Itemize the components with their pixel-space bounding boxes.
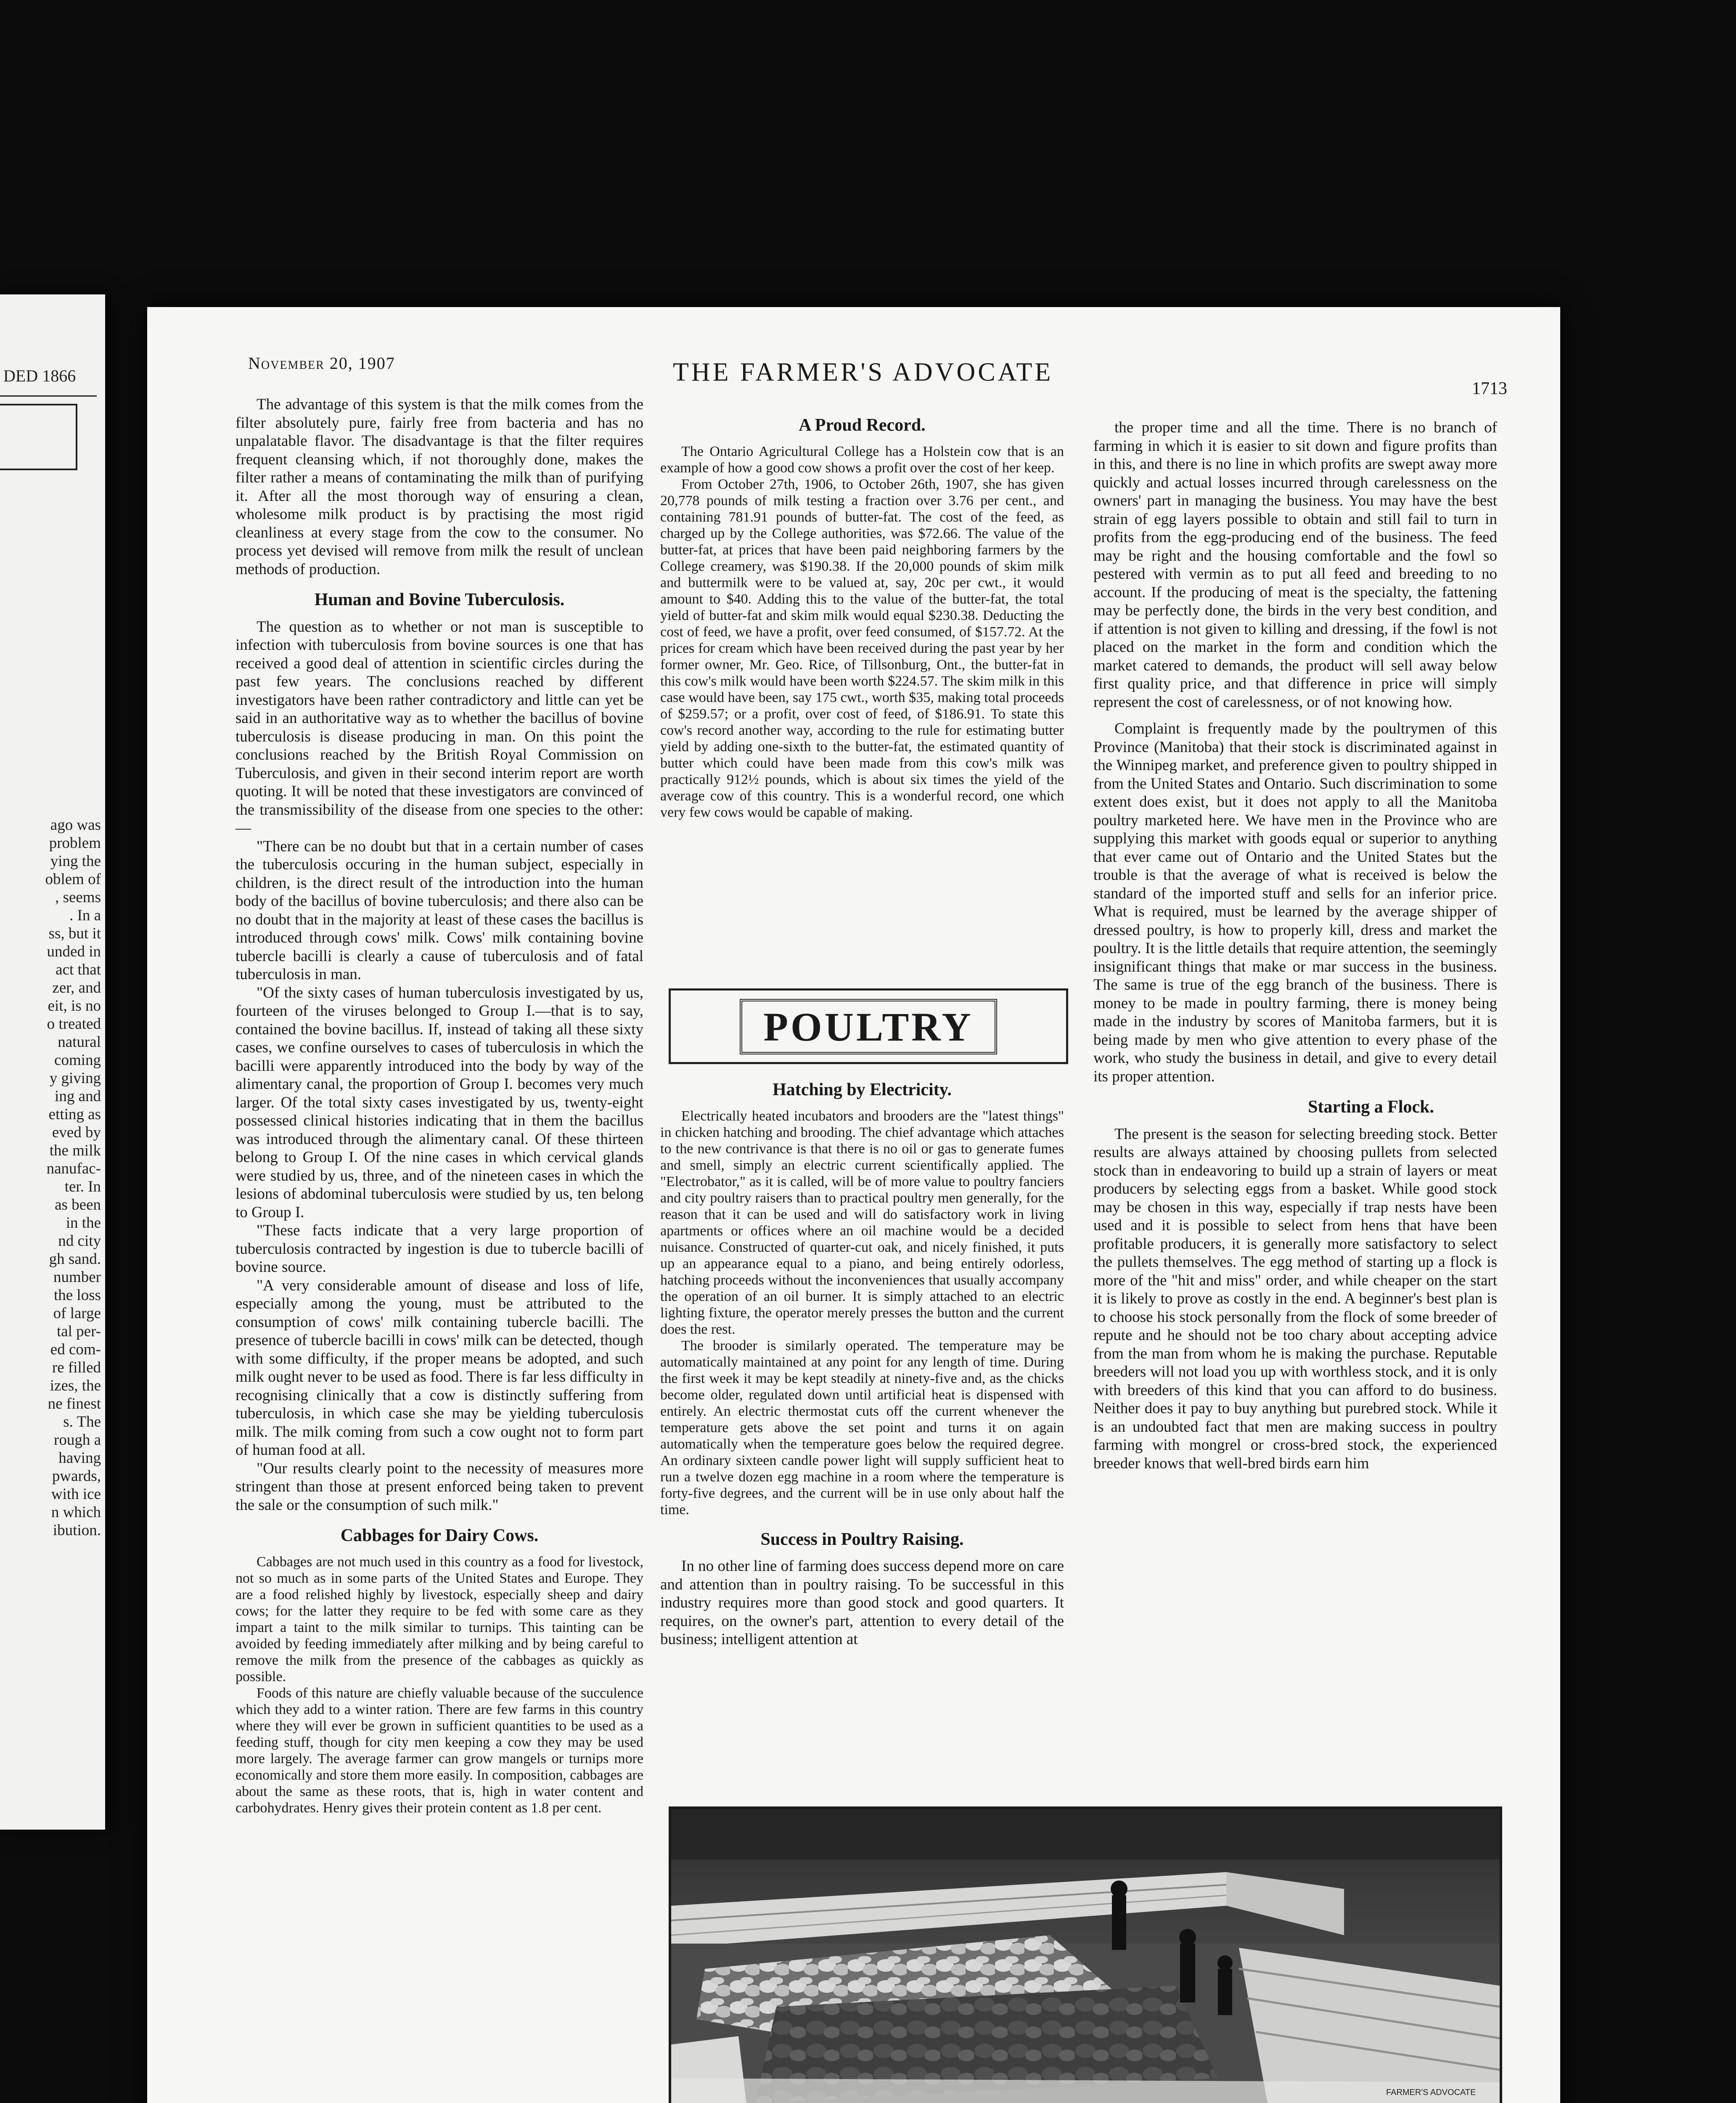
paragraph: "There can be no doubt but that in a certain number of cases the tuberculosis occuring in the human subject, especially in children, is the direct result of the introduction into the human body of the bacillus of bovine tuberculosis; and there also can be no doubt that in the majority at least of these cases the bacillus is introduced through cows' milk. Cows' milk containing bovine tubercle bacilli is clearly a cause of tuberculosis and of fatal tuberculosis in man. <box>236 837 643 983</box>
paragraph: The advantage of this system is that the milk comes from the filter absolutely pure, fairly free from bacteria and has no unpalatable flavor. The disadvantage is that the filter requires frequent cleansing which, if not thoroughly done, makes the filter rather a means of contaminating the milk than of purifying it. After all the most thorough way of ensuring a clean, wholesome milk product is by practising the most rigid cleanliness at every stage from the cow to the consumer. No process yet devised will remove from milk the result of unclean methods of production. <box>236 396 643 578</box>
left-page-line: the milk <box>49 1142 101 1159</box>
heading-success: Success in Poultry Raising. <box>760 1529 964 1549</box>
left-page-line: tal per- <box>56 1323 101 1340</box>
left-page-line: ter. In <box>64 1178 101 1195</box>
paragraph: In no other line of farming does success depend more on care and attention than in poultry raising. To be successful in this industry requires more than good stock and good quarters. It requires, on the owner's part, attention to every detail of the business; intelligent attention at <box>660 1557 1064 1648</box>
paragraph: "Of the sixty cases of human tuberculosis investigated by us, fourteen of the viruses belonged to Group I.—that is to say, contained the bovine bacillus. If, instead of taking all these sixty cases, we confine ourselves to cases of tuberculosis in which the bacilli were apparently introduced into the body by way of the alimentary canal, the proportion of Group I. becomes very much larger. Of the total sixty cases investigated by us, twenty-eight possessed clinical histories indicating that in them the bacillus was introduced through the alimentary canal. Of these thirteen belong to Group I. Of the nine cases in which cervical glands were studied by us, three, and of the nineteen cases in which the lesions of abdominal tuberculosis were studied by us, ten belong to Group I. <box>236 984 643 1221</box>
left-page-text <box>0 816 105 1539</box>
left-page-line: eved by <box>52 1124 101 1141</box>
column-2-lower <box>660 1077 1064 1649</box>
paragraph: Electrically heated incubators and brooders are the "latest things" in chicken hatching and brooding. The chief advantage which attaches to the new contrivance is that there is no oil or gas to generate fumes and smell, simply an electric current scientifically applied. The "Electrobator," as it is called, will be of more value to poultry fanciers and city poultry raisers than to practical poultry men generally, for the reason that it can be used and will do satisfactory work in living apartments or offices where an oil machine would be a decided nuisance. Constructed of quarter-cut oak, and nicely finished, it puts up an appearance equal to a piano, and being entirely odorless, hatching proceeds without the inconveniences that usually accompany the operation of an oil burner. It is simply attached to an electric lighting fixture, the operator merely presses the button and the current does the rest. <box>660 1108 1064 1337</box>
left-page-line: s. The <box>63 1413 101 1430</box>
paragraph: the proper time and all the time. There is no branch of farming in which it is easier to sit down and figure profits than in this, and there is no line in which profits are swept away more quickly and actual losses incurred through carelessness on the owners' part in managing the business. You may have the best strain of egg layers possible to obtain and still fail to turn in profits from the egg-producing end of the business. The feed may be right and the housing comfortable and the fowl so pestered with vermin as to put all feed and breeding to no account. If the producing of meat is the specialty, the fattening may be perfectly done, the birds in the very best condition, and if attention is not given to killing and dressing, if the fowl is not placed on the market in the form and condition which the market catered to demands, the product will sell away below first quality price, and that difference in price will simply represent the cost of carelessness, or of not knowing how. <box>1093 419 1497 711</box>
left-page-line: coming <box>54 1052 101 1069</box>
left-page-line: nd city <box>58 1232 101 1250</box>
left-page-line: y giving <box>49 1070 101 1087</box>
left-page-line: rough a <box>54 1431 101 1449</box>
paragraph: "Our results clearly point to the necessity of measures more stringent than those at present enforced being taken to prevent the sale or the consumption of such milk." <box>236 1459 643 1514</box>
left-page-line: unded in <box>47 943 101 960</box>
left-page-box <box>0 404 77 470</box>
left-page-line: ss, but it <box>48 925 101 942</box>
left-page-line: ago was <box>50 816 101 834</box>
poultry-banner-title: POULTRY <box>740 999 997 1054</box>
left-page-line: zer, and <box>52 979 101 996</box>
left-page-line: re filled <box>52 1359 101 1376</box>
left-page-line: in the <box>66 1214 101 1232</box>
left-page-line: ying the <box>50 853 101 870</box>
left-page-line: o treated <box>47 1015 101 1033</box>
left-page-line: problem <box>49 834 101 852</box>
left-page-line: the loss <box>53 1287 101 1304</box>
left-page-line: gh sand. <box>49 1250 101 1268</box>
heading-proud-record: A Proud Record. <box>799 416 926 435</box>
paragraph: Complaint is frequently made by the poultrymen of this Province (Manitoba) that their stock is discriminated against in the Winnipeg market, and preference given to poultry shipped in from the United States and Ontario. Such discrimination to some extent does exist, but it does not apply to all the Manitoba poultry marketed here. We have men in the Province who are supplying this market with goods equal or superior to anything that ever came out of Ontario and the United States but the trouble is that the average of what is received is below the standard of the imported stuff and sells for an inferior price. What is required, must be learned by the average shipper of dressed poultry, is how to properly kill, dress and market the poultry. It is the little details that require attention, the seemingly insignificant things that make or mar success in the business. The same is true of the egg branch of the business. There is money to be made in poultry farming, there is money being made in the industry by scores of Manitoba farmers, but it is being made by men who give attention to every phase of the work, who study the business in detail, and give to every detail its proper attention. <box>1093 720 1497 1085</box>
page-number: 1713 <box>1472 379 1507 398</box>
column-1 <box>236 395 643 1816</box>
column-2 <box>660 416 1064 821</box>
paragraph: Cabbages are not much used in this country as a food for livestock, not so much as in some parts of the United States and Europe. They are a food relished highly by livestock, especially sheep and dairy cows; for the latter they require to be fed with some care as they impart a taint to the milk similar to turnips. This tainting can be avoided by feeding immediately after milking and by being careful to remove the milk from the presence of the cabbages as quickly as possible. <box>236 1554 643 1685</box>
left-page-fragment <box>0 294 105 1830</box>
heading-hatching: Hatching by Electricity. <box>773 1080 952 1099</box>
left-page-line: . In a <box>69 907 101 924</box>
left-page-line: izes, the <box>50 1377 101 1394</box>
left-page-line: n which <box>51 1504 101 1521</box>
left-page-line: oblem of <box>45 871 101 888</box>
left-page-line: ne finest <box>48 1395 101 1412</box>
paragraph: "These facts indicate that a very large proportion of tuberculosis contracted by ingestion is due to tubercle bacilli of bovine source. <box>236 1222 643 1276</box>
photo-watermark: FARMER'S ADVOCATE <box>1386 2088 1476 2097</box>
heading-cabbages: Cabbages for Dairy Cows. <box>340 1526 539 1545</box>
paragraph: The present is the season for selecting breeding stock. Better results are always attained by choosing pullets from selected stock than in endeavoring to build up a strain of layers or meat producers by selecting eggs from a basket. While good stock may be chosen in this way, especially if trap nests have been used and it is possible to select from hens that have been profitable producers, it is generally more satisfactory to select the pullets themselves. The egg method of starting up a flock is more of the "hit and miss" order, and while cheaper on the start it is likely to prove as costly in the end. A beginner's best plan is to choose his stock personally from the flock of some breeder of repute and he should not be too chary about accepting advice from the man from whom he is making the purchase. Reputable breeders will not load you up with worthless stock, and it is only with breeders of this kind that you can afford to do business. Neither does it pay to buy anything but purebred stock. While it is an undoubted fact that men are making success in poultry farming with mongrel or cross-bred stock, the experienced breeder knows that well-bred birds earn him <box>1093 1125 1497 1472</box>
left-page-line: with ice <box>51 1486 101 1503</box>
left-page-line: having <box>58 1449 101 1467</box>
photograph-image <box>671 1809 1500 2103</box>
paragraph: The question as to whether or not man is susceptible to infection with tuberculosis from bovine sources is one that has received a good deal of attention in scientific circles during the past few years. The conclusions reached by different investigators have been rather contradictory and little can yet be said in an authoritative way as to whether the bacillus of bovine tuberculosis is disease producing in man. On this point the conclusions reached by the British Royal Commission on Tuberculosis, and given in their second interim report are worth quoting. It will be noted that these investigators are convinced of the transmissibility of the disease from one species to the other:— <box>236 618 643 837</box>
left-page-line: number <box>53 1269 101 1286</box>
heading-tuberculosis: Human and Bovine Tuberculosis. <box>314 590 565 609</box>
paragraph: "A very considerable amount of disease and loss of life, especially among the young, must be attributed to the consumption of cows' milk containing tubercle bacilli. The presence of tubercle bacilli in cows' milk can be detected, though with some difficulty, if the proper means be adopted, and such milk ought never to be used as food. There is far less difficulty in recognising clinically that a cow is distinctly suffering from tuberculosis, in which case she may be yielding tuberculosis milk. The milk coming from such a cow ought not to form part of human food at all. <box>236 1277 643 1459</box>
left-page-line: nanufac- <box>46 1160 101 1177</box>
paragraph: The Ontario Agricultural College has a Holstein cow that is an example of how a good cow shows a profit over the cost of her keep. <box>660 443 1064 476</box>
column-3 <box>1093 418 1497 1473</box>
left-page-line: pwards, <box>52 1467 101 1485</box>
left-page-line: ed com- <box>50 1341 101 1358</box>
left-page-header: DED 1866 <box>3 366 76 385</box>
poultry-banner <box>669 988 1068 1064</box>
page-date: November 20, 1907 <box>248 354 395 373</box>
left-page-rule <box>0 395 97 397</box>
left-page-line: , seems <box>55 889 101 906</box>
left-page-line: ing and <box>55 1088 101 1105</box>
left-page-line: natural <box>58 1033 101 1051</box>
page-title: THE FARMER'S ADVOCATE <box>673 358 1053 387</box>
photograph <box>669 1806 1502 2103</box>
left-page-line: eit, is no <box>48 997 101 1014</box>
newspaper-page <box>147 307 1560 2103</box>
paragraph: The brooder is similarly operated. The temperature may be automatically maintained at any point for any length of time. During the first week it may be kept steadily at ninety-five and, as the chicks become older, regulated down until artificial heat is dispensed with entirely. An electric thermostat cuts off the current whenever the temperature gets above the set point and turns it on again automatically when the temperature goes below the required degree. An ordinary sixteen candle power light will supply sufficient heat to run a twelve dozen egg machine in a room where the temperature is forty-five degrees, and the current will be in use only about half the time. <box>660 1338 1064 1518</box>
left-page-line: act that <box>56 961 101 978</box>
paragraph: From October 27th, 1906, to October 26th, 1907, she has given 20,778 pounds of milk testing a fraction over 3.76 per cent., and containing 781.91 pounds of butter-fat. The cost of the feed, as charged up by the College authorities, was $72.66. The value of the butter-fat, at prices that have been paid neighboring farmers by the College creamery, was $190.38. If the 20,000 pounds of skim milk and buttermilk were to be valued at, say, 20c per cwt., it would amount to $40. Adding this to the value of the butter-fat, the total yield of butter-fat and skim milk would equal $230.38. Deducting the cost of feed, we have a profit, over feed consumed, of $157.72. At the prices for cream which have been received during the past year by her former owner, Mr. Geo. Rice, of Tillsonburg, Ont., the butter-fat in this cow's milk would have been worth $224.57. The skim milk in this case would have been, say 175 cwt., worth $35, making total proceeds of $259.57; or a profit, over cost of feed, of $186.91. To state this cow's record another way, according to the rule for estimating butter yield by adding one-sixth to the butter-fat, the estimated quantity of butter which could have been made from this cow's milk was practically 912½ pounds, which is about six times the yield of the average cow of this country. This is a wonderful record, one which very few cows would be capable of making. <box>660 476 1064 820</box>
left-page-line: etting as <box>48 1106 101 1123</box>
left-page-line: as been <box>55 1196 101 1213</box>
heading-starting-flock: Starting a Flock. <box>1308 1097 1434 1117</box>
left-page-line: ibution. <box>53 1522 101 1539</box>
left-page-line: of large <box>53 1305 101 1322</box>
paragraph: Foods of this nature are chiefly valuable because of the succulence which they add to a winter ration. There are few farms in this country where they will ever be grown in sufficient quantities to be used as a feeding stuff, though for city men keeping a cow they may be used more largely. The average farmer can grow mangels or turnips more economically and store them more easily. In composition, cabbages are about the same as these roots, that is, high in water content and carbohydrates. Henry gives their protein content as 1.8 per cent. <box>236 1685 643 1816</box>
